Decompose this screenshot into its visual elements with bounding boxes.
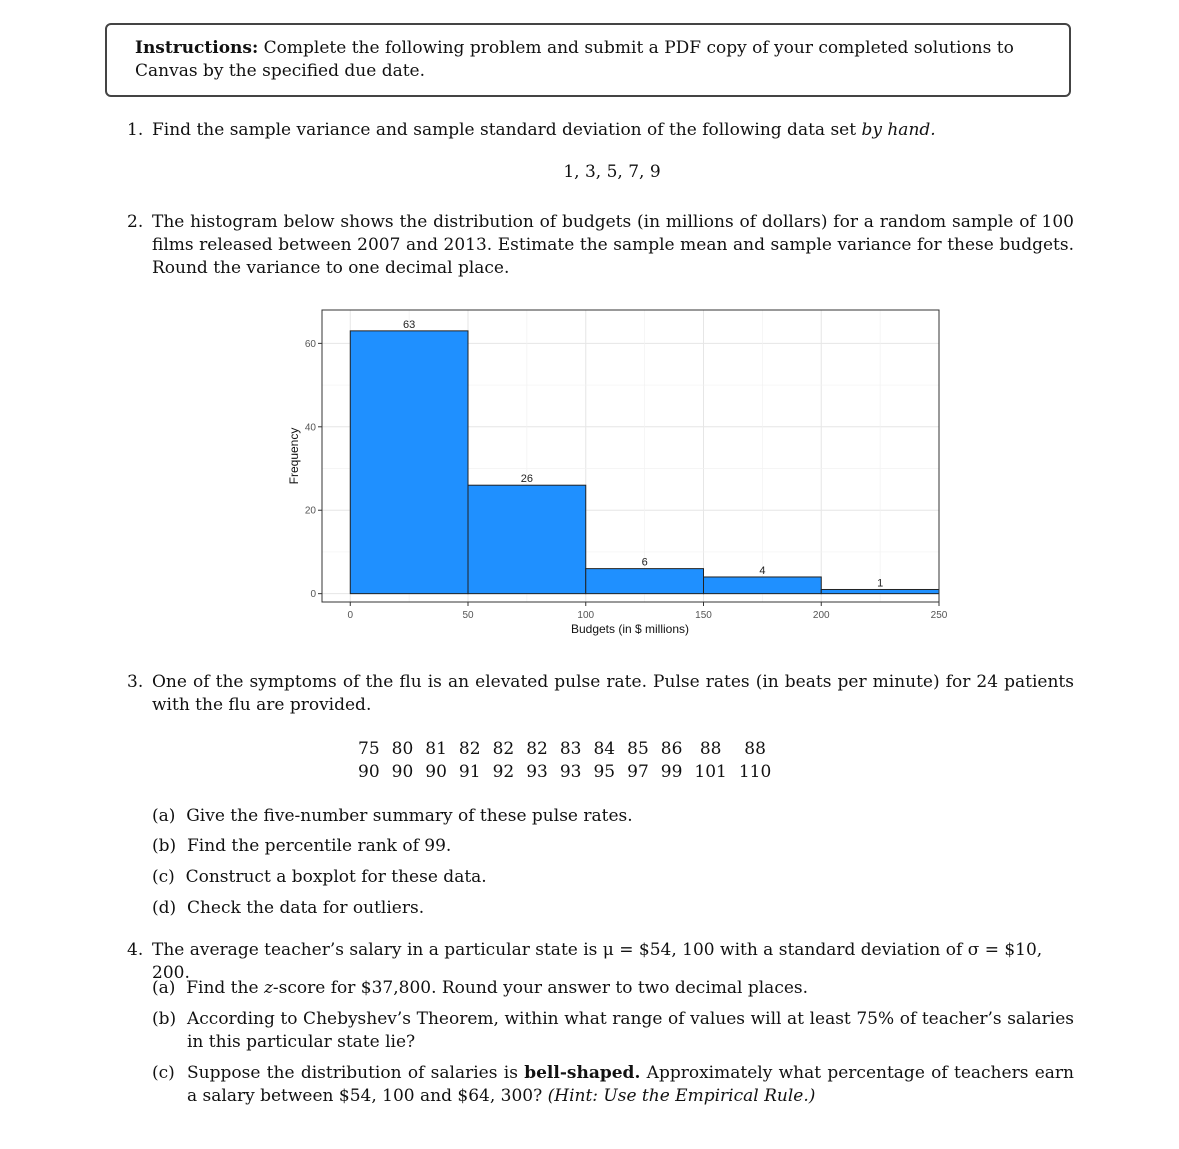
q3-part-b <box>152 835 451 858</box>
pulse-cell: 110 <box>738 762 772 782</box>
table-row <box>352 761 777 784</box>
pulse-cell: 82 <box>492 739 515 759</box>
part-text-bold: bell-shaped. <box>524 1063 641 1083</box>
pulse-cell: 88 <box>699 739 722 759</box>
q4-part-c-text <box>187 1062 1074 1108</box>
x-axis-ticks <box>347 602 947 621</box>
part-text: Suppose the distribution of salaries is <box>187 1063 525 1083</box>
pulse-cell: 80 <box>391 739 414 759</box>
pulse-cell: 95 <box>593 762 616 782</box>
pulse-cell: 85 <box>627 739 649 759</box>
x-tick-label: 100 <box>577 610 595 621</box>
x-tick-label: 150 <box>695 610 712 621</box>
pulse-cell: 88 <box>744 739 766 759</box>
pulse-cell: 82 <box>458 739 481 759</box>
q2-number: 2. <box>127 212 144 232</box>
part-label: (b) <box>152 836 177 856</box>
bar-value-label: 1 <box>877 577 884 590</box>
histogram-bar <box>821 589 939 593</box>
pulse-cell: 90 <box>358 762 380 782</box>
q1-dataset: 1, 3, 5, 7, 9 <box>563 162 661 182</box>
q4-part-b-text: According to Chebyshev’s Theorem, within what range of values will at least 75% of teacher’s salaries in this particular state lie? <box>187 1009 1074 1052</box>
x-axis-label: Budgets (in $ millions) <box>570 622 690 636</box>
q4-text: The average teacher’s salary in a particular state is μ = $54, 100 with a standard deviation of σ = $10, 200. <box>152 940 1043 983</box>
pulse-cell: 97 <box>627 762 649 782</box>
part-text: Construct a boxplot for these data. <box>185 867 487 887</box>
q4-number: 4. <box>127 940 144 960</box>
q4-part-a <box>152 977 1077 1000</box>
part-label: (c) <box>152 867 175 887</box>
x-tick-label: 50 <box>462 610 474 621</box>
pulse-cell: 83 <box>559 739 582 759</box>
bar-value-label: 4 <box>759 564 766 577</box>
part-label: (c) <box>152 1063 175 1083</box>
table-row <box>352 738 777 761</box>
y-tick-label: 40 <box>304 422 316 434</box>
budget-histogram <box>280 300 950 645</box>
y-tick-label: 20 <box>304 505 316 517</box>
x-tick-label: 250 <box>930 610 948 621</box>
part-text-rest: Approximately what percentage of teachers earn a salary between $54, 100 and $64, 300? <box>187 1063 1074 1106</box>
y-axis-ticks <box>305 339 322 600</box>
bar-value-label: 63 <box>403 318 416 331</box>
instructions-text: Complete the following problem and submit a PDF copy of your completed solutions to Canvas by the specified due date. <box>135 38 1014 81</box>
pulse-cell: 90 <box>425 762 447 782</box>
q3-part-c <box>152 866 487 889</box>
pulse-cell: 82 <box>526 739 548 759</box>
x-tick-label: 200 <box>812 610 830 621</box>
pulse-cell: 93 <box>559 762 582 782</box>
part-label: (d) <box>152 898 177 918</box>
q3-part-a <box>152 805 633 828</box>
pulse-cell: 101 <box>694 762 727 782</box>
pulse-cell: 90 <box>391 762 414 782</box>
q1-text-main: Find the sample variance and sample standard deviation of the following data set <box>152 120 862 140</box>
bar-value-label: 6 <box>641 556 648 569</box>
pulse-cell: 92 <box>492 762 515 782</box>
pulse-cell: 75 <box>358 739 380 759</box>
part-text: Give the five-number summary of these pulse rates. <box>186 806 633 826</box>
bar-value-label: 26 <box>520 473 534 486</box>
histogram-bar <box>350 331 468 594</box>
histogram-bar <box>586 569 704 594</box>
pulse-cell: 86 <box>660 739 683 759</box>
pulse-cell: 93 <box>526 762 548 782</box>
instructions-box <box>105 23 1071 97</box>
part-text-emphasis: z <box>263 978 273 998</box>
y-axis-label: Frequency <box>287 427 301 485</box>
y-tick-label: 0 <box>310 589 316 601</box>
q3-number: 3. <box>127 672 144 692</box>
y-tick-label: 60 <box>304 338 316 350</box>
part-text: Find the <box>186 978 264 998</box>
q2-text: The histogram below shows the distribution of budgets (in millions of dollars) for a random sample of 100 films released between 2007 and 2013. Estimate the sample mean and sample variance for these budgets. Round the variance to one decimal place. <box>152 212 1074 278</box>
hint-text: (Hint: Use the Empirical Rule.) <box>547 1086 816 1106</box>
part-text: Check the data for outliers. <box>186 898 425 918</box>
pulse-cell: 84 <box>593 739 616 759</box>
histogram-bar <box>468 485 586 593</box>
pulse-cell: 99 <box>660 762 683 782</box>
q1-text-emphasis: by hand. <box>861 120 936 140</box>
part-text: Find the percentile rank of 99. <box>186 836 452 856</box>
part-text-rest: -score for $37,800. Round your answer to two decimal places. <box>272 978 809 998</box>
q3-part-d <box>152 897 424 920</box>
part-label: (a) <box>152 978 176 998</box>
q1-number: 1. <box>127 120 144 140</box>
x-tick-label: 0 <box>347 610 354 621</box>
pulse-rates-table <box>352 738 777 784</box>
pulse-cell: 81 <box>425 739 447 759</box>
histogram-bar <box>704 577 822 594</box>
instructions-label: Instructions: <box>135 38 259 58</box>
q3-text: One of the symptoms of the flu is an elevated pulse rate. Pulse rates (in beats per minute) for 24 patients with the flu are provided. <box>152 672 1074 715</box>
part-label: (a) <box>152 806 176 826</box>
part-label: (b) <box>152 1009 177 1029</box>
pulse-cell: 91 <box>458 762 481 782</box>
q1-text <box>152 119 1072 142</box>
